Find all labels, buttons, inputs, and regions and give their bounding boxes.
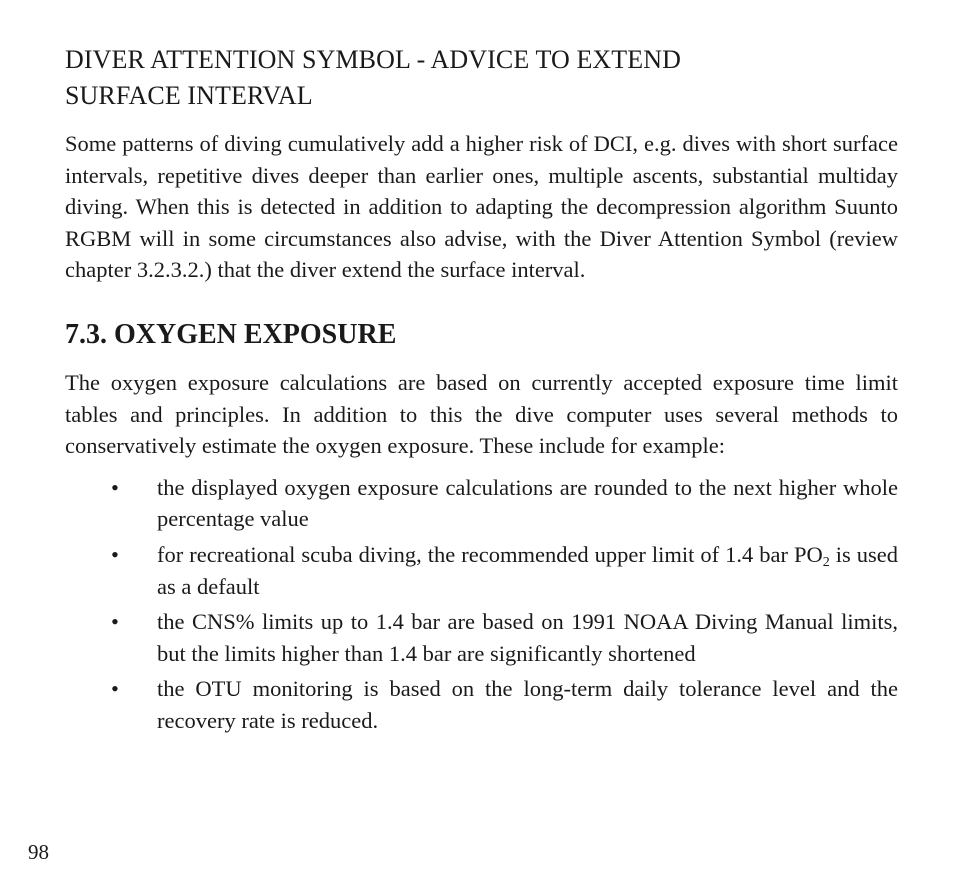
bullet-icon: • [111,541,119,567]
list-item [65,606,898,669]
list-item [65,539,898,602]
list-item [65,472,898,535]
page-number: 98 [28,840,49,864]
subheading-line-2: SURFACE INTERVAL [65,81,313,110]
subheading [65,42,898,114]
list-item-text: the CNS% limits up to 1.4 bar are based on 1991 NOAA Diving Manual limits, but the limits higher than 1.4 bar are significantly shortened [157,609,898,666]
section-heading-oxygen-exposure: 7.3. OXYGEN EXPOSURE [65,318,397,350]
page-content [65,42,898,741]
list-item-text: the displayed oxygen exposure calculations are rounded to the next higher whole percentage value [157,474,898,532]
bullet-icon: • [111,609,119,635]
subheading-line-1: DIVER ATTENTION SYMBOL - ADVICE TO EXTEND [65,45,682,74]
list-item-text [157,542,898,599]
paragraph-oxygen-exposure: The oxygen exposure calculations are based on currently accepted exposure time limit tables and principles. In addition to this the dive computer uses several methods to conservatively estimate the oxygen exposure. These include for example: [65,369,898,459]
bullet-icon: • [111,474,119,500]
bullet-icon: • [111,676,119,702]
subscript-text: 2 [822,554,830,570]
list-item-text-before: for recreational scuba diving, the recommended upper limit of 1.4 bar PO [157,541,823,567]
list-item-text-after: is used as a default [157,541,898,599]
paragraph-diver-attention: Some patterns of diving cumulatively add a higher risk of DCI, e.g. dives with short surface intervals, repetitive dives deeper than earlier ones, multiple ascents, substantial multiday diving. When this is detected in addition to adapting the decompression algorithm Suunto RGBM will in some circumstances also advise, with the Diver Attention Symbol (review chapter 3.2.3.2.) that the diver extend the surface interval. [65,131,898,283]
bullet-list [65,472,898,737]
list-item [65,673,898,736]
list-item-text: the OTU monitoring is based on the long-term daily tolerance level and the recovery rate is reduced. [157,676,898,733]
